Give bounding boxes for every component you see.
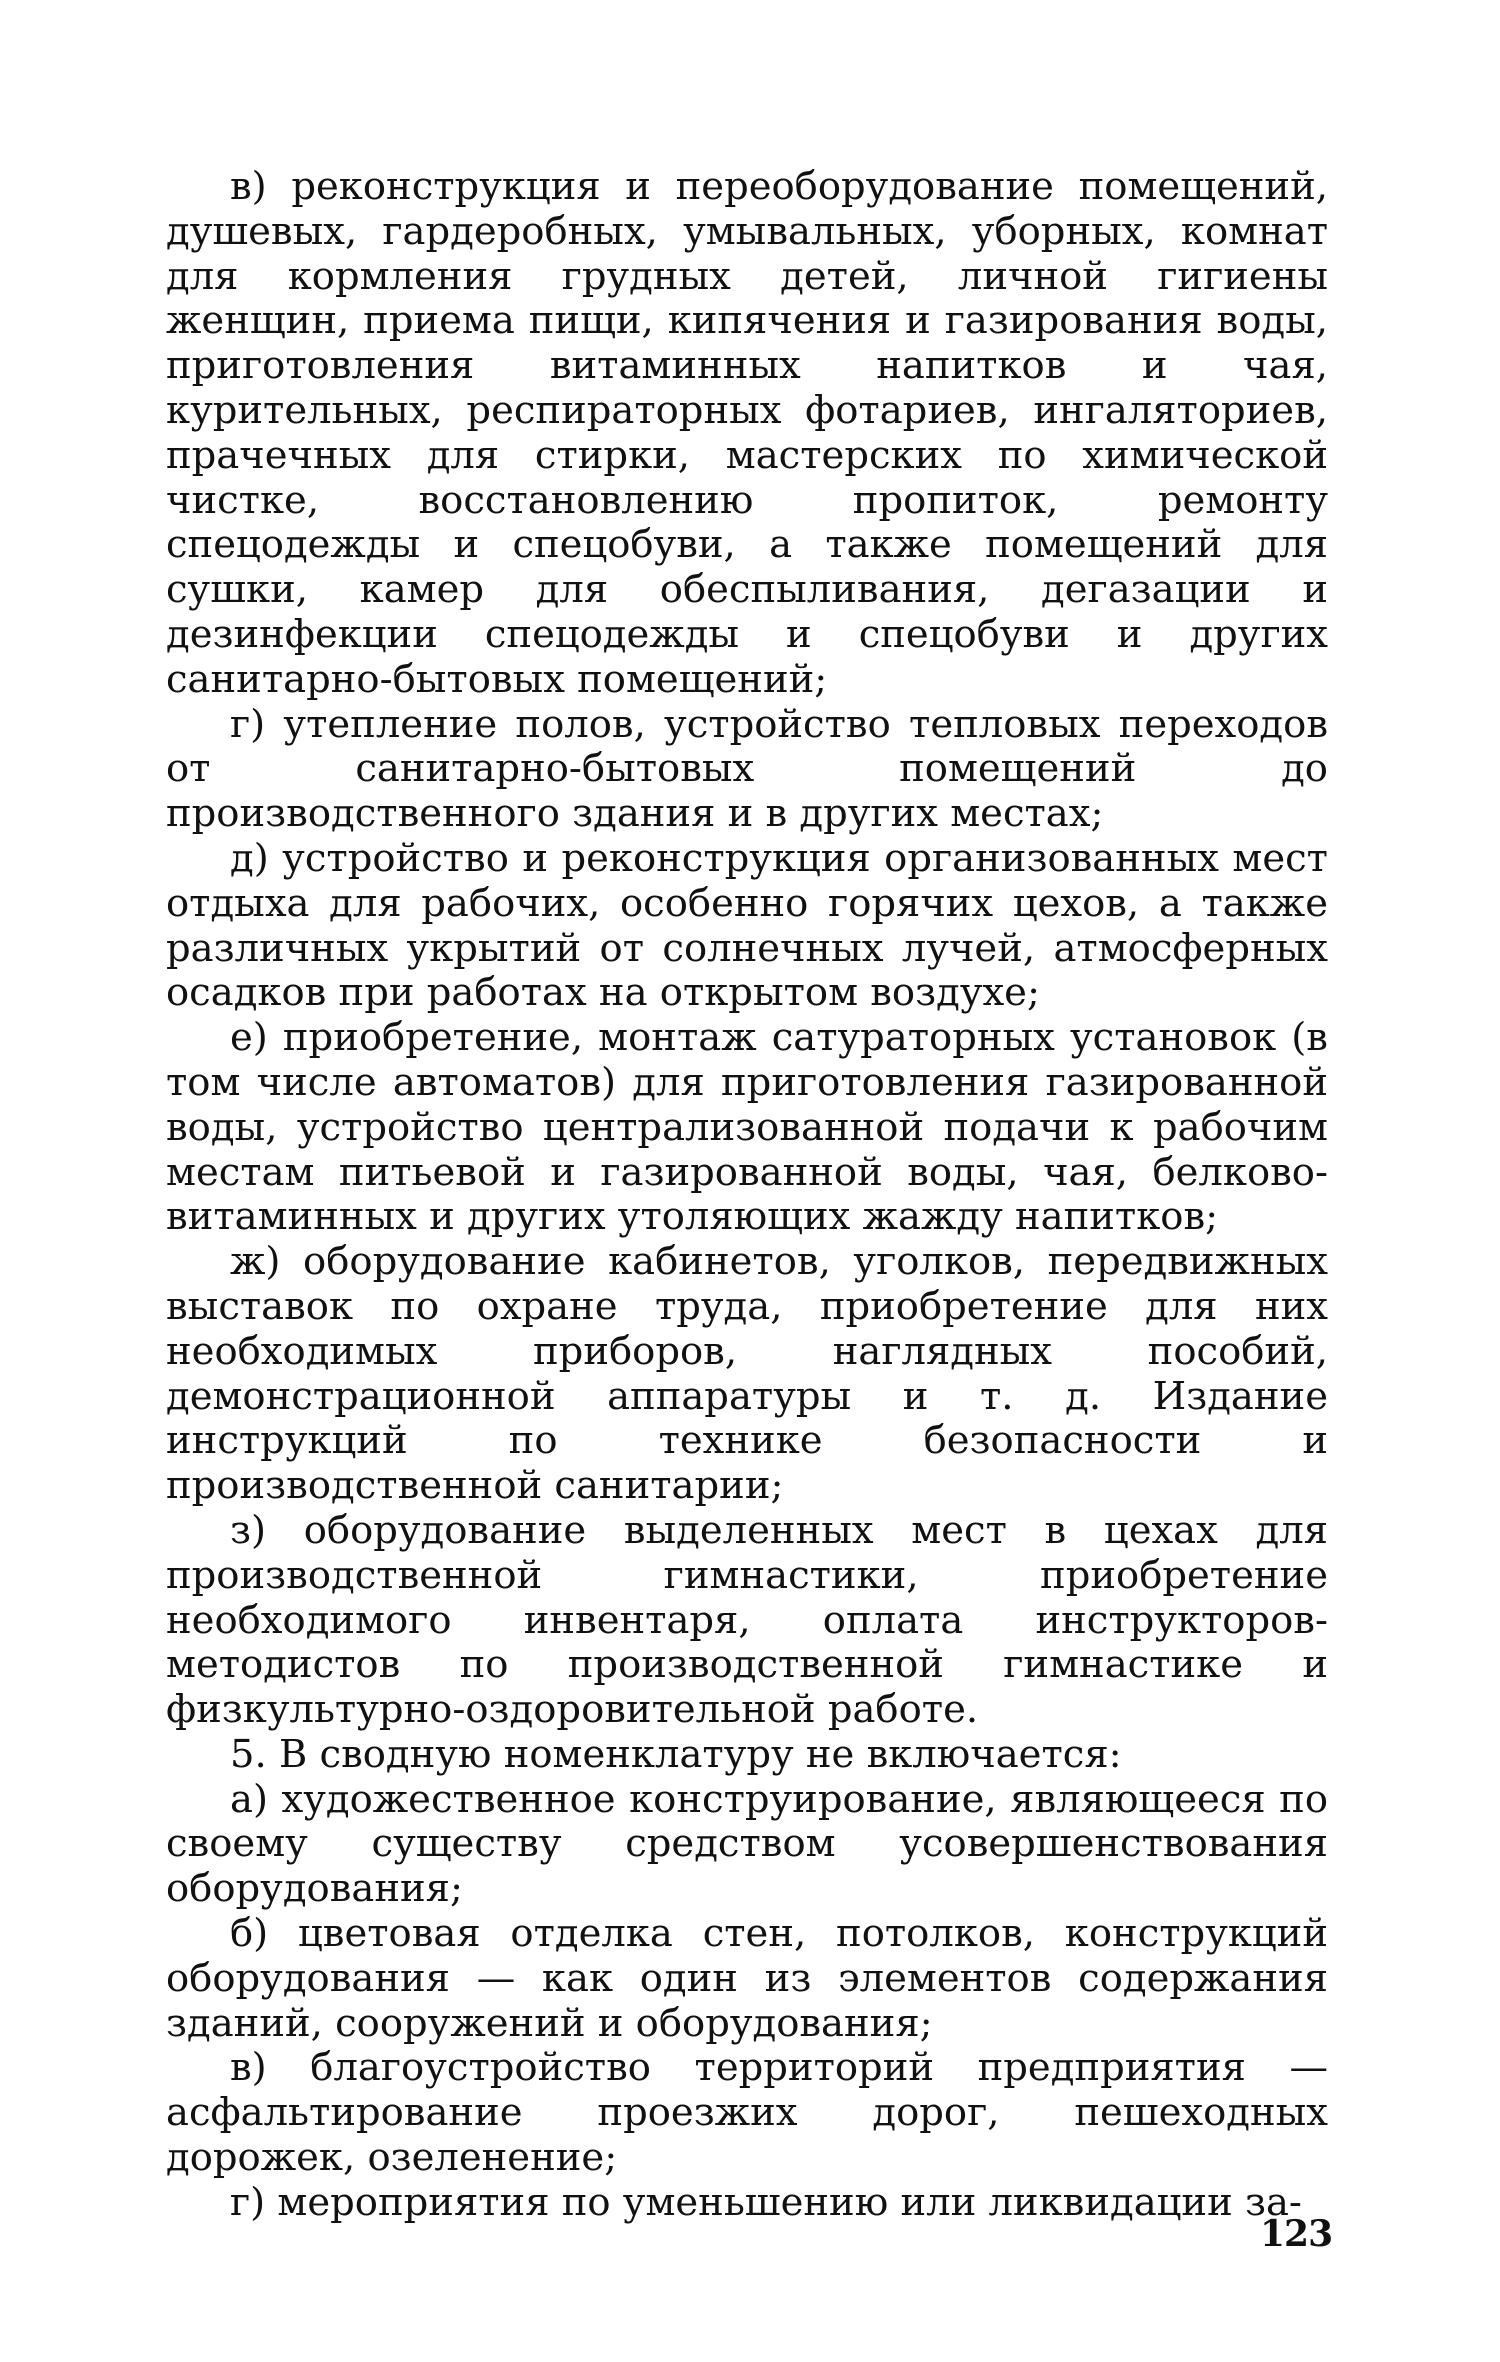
paragraph-a-artistic-design: а) художественное конструирование, являющееся по своему существу средством усовершенствования оборудования;	[166, 1776, 1328, 1912]
paragraph-b-color-finishing: б) цветовая отделка стен, потолков, конструкций оборудования — как один из элементов содержания зданий, сооружений и оборудования;	[166, 1911, 1328, 2046]
paragraph-d-rest-places: д) устройство и реконструкция организованных мест отдыха для рабочих, особенно горячих цехов, а также различных укрытий от солнечных лучей, атмосферных осадков при работах на открытом воздухе;	[166, 835, 1328, 1016]
page-number: 123	[1260, 2213, 1333, 2255]
paragraph-g-measures: г) мероприятия по уменьшению или ликвидации за-	[230, 2179, 1302, 2225]
paragraph-g-floor-insulation: г) утепление полов, устройство тепловых переходов от санитарно-бытовых помещений до производственного здания и в других местах;	[166, 701, 1328, 837]
paragraph-v-reconstruction: в) реконструкция и переоборудование помещений, душевых, гардеробных, умывальных, уборных, комнат для кормления грудных детей, личной гигиены женщин, приема пищи, кипячения и газирования воды, приготовления витаминных напитков и чая, курительных, респираторных фотариев, ингаляториев, прачечных для стирки, мастерских по химической чистке, восстановлению пропиток, ремонту спецодежды и спецобуви, а также помещений для сушки, камер для обеспыливания, дегазации и дезинфекции спецодежды и спецобуви и других санитарно-бытовых помещений;	[166, 164, 1328, 702]
body-text	[166, 165, 1328, 2226]
paragraph-e-saturator-installations: е) приобретение, монтаж сатураторных установок (в том числе автоматов) для приготовления газированной воды, устройство централизованной подачи к рабочим местам питьевой и газированной воды, чая, белково-витаминных и других утоляющих жажду напитков;	[166, 1015, 1328, 1240]
paragraph-z-gymnastics: з) оборудование выделенных мест в цехах для производственной гимнастики, приобретение необходимого инвентаря, оплата инструкторов-методистов по производственной гимнастике и физкультурно-оздоровительной работе.	[166, 1507, 1328, 1733]
paragraph-v-landscaping: в) благоустройство территорий предприятия — асфальтирование проезжих дорог, пешеходных дорожек, озеленение;	[166, 2045, 1328, 2181]
paragraph-zh-safety-cabinets: ж) оборудование кабинетов, уголков, передвижных выставок по охране труда, приобретение для них необходимых приборов, наглядных пособий, демонстрационной аппаратуры и т. д. Издание инструкций по технике безопасности и производственной санитарии;	[166, 1239, 1328, 1509]
paragraph-5-excluded-heading: 5. В сводную номенклатуру не включается:	[230, 1731, 1122, 1777]
